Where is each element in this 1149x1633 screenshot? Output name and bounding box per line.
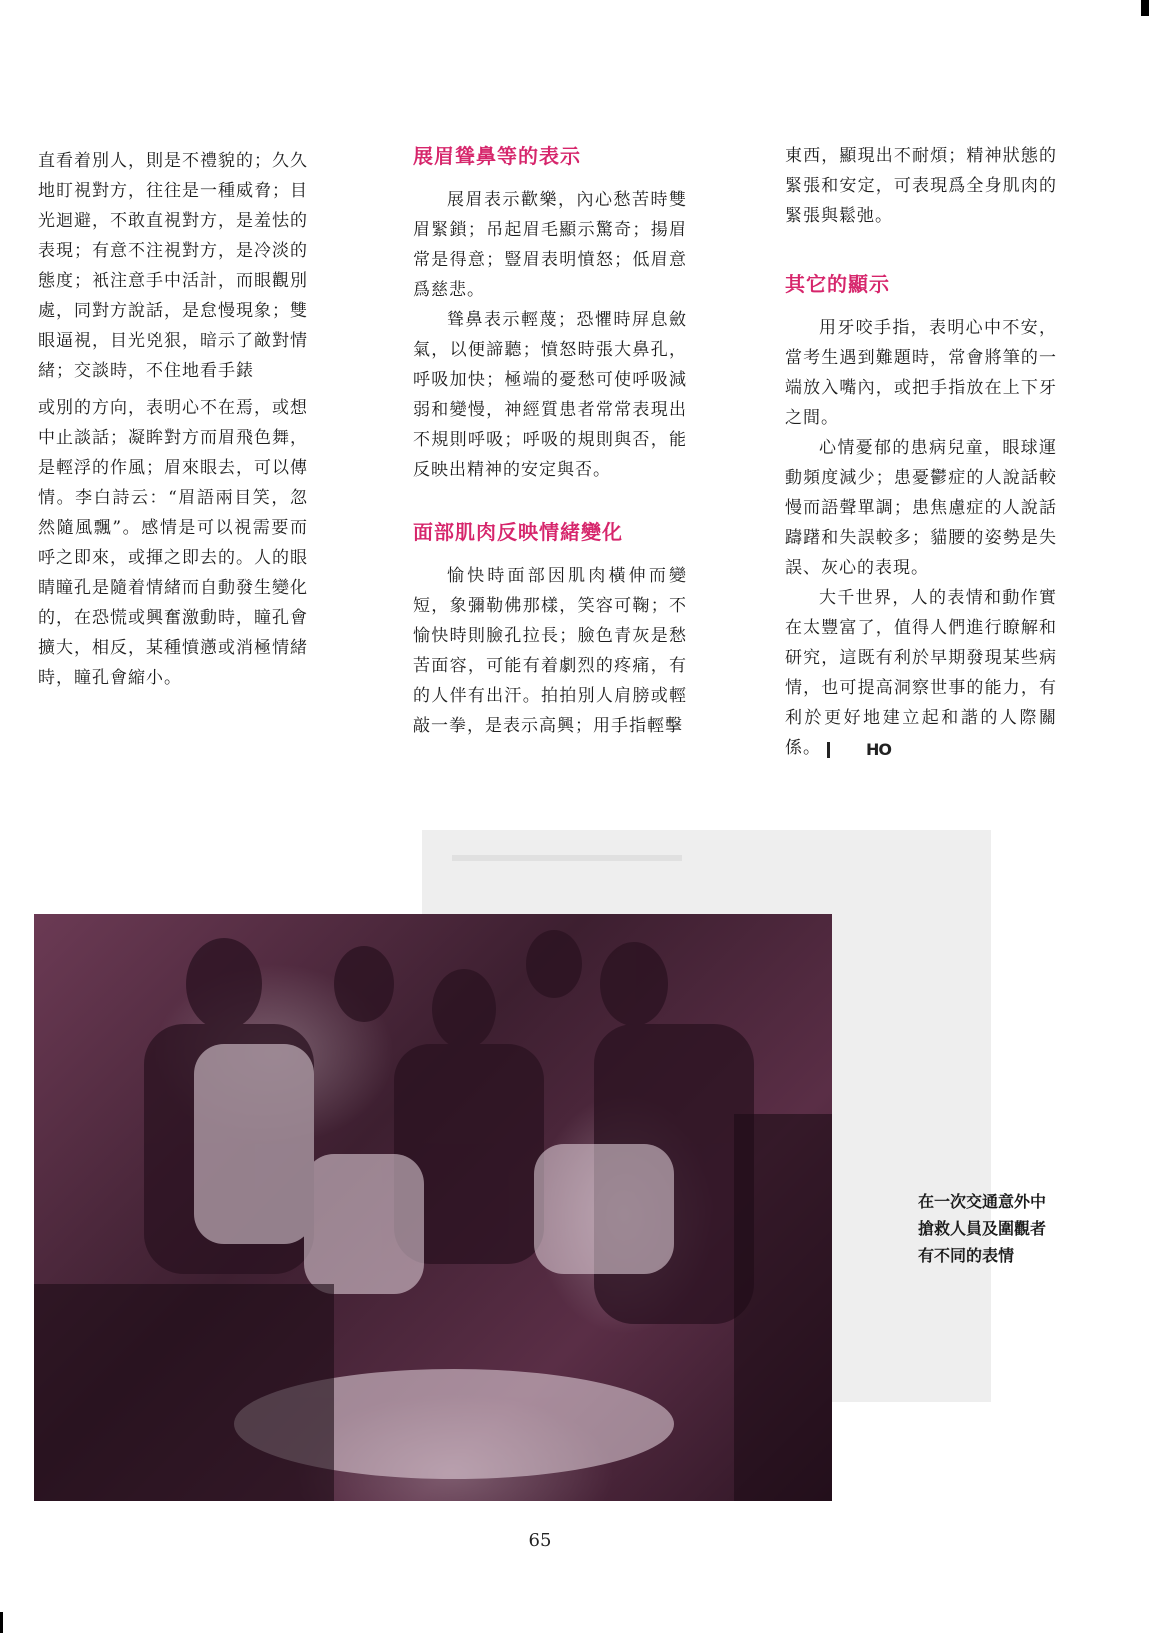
col3-paragraph-3 [785, 583, 1057, 763]
col2-paragraph-3: 愉快時面部因肌肉橫伸而變短，象彌勒佛那樣，笑容可鞠；不愉快時則臉孔拉長；臉色青灰是愁苦面容，可能有着劇烈的疼痛，有的人伴有出汗。拍拍別人肩膀或輕敲一拳，是表示高興；用手指輕擊 [413, 566, 687, 736]
col2-paragraph-2: 聳鼻表示輕蔑；恐懼時屏息斂氣，以便諦聽；憤怒時張大鼻孔，呼吸加快；極端的憂愁可使呼吸減弱和變慢，神經質患者常常表現出不規則呼吸；呼吸的規則與否，能反映出精神的安定與否。 [413, 310, 687, 480]
scan-edge-mark [1141, 0, 1149, 16]
caption-line-1: 在一次交通意外中 [918, 1192, 1047, 1211]
col3-paragraph-1: 用牙咬手指，表明心中不安，當考生遇到難題時，常會將筆的一端放入嘴內，或把手指放在上下牙之間。 [785, 318, 1057, 428]
section-heading-eyebrow-nose: 展眉聳鼻等的表示 [413, 144, 581, 168]
column-2 [413, 143, 687, 741]
accident-rescue-photo [34, 914, 832, 1501]
photo-caption [918, 1188, 1118, 1269]
col1-paragraph-2: 或別的方向，表明心不在焉，或想中止談話；凝眸對方而眉飛色舞，是輕浮的作風；眉來眼去，可以傳情。李白詩云：“眉語兩目笑，忽然隨風飄”。感情是可以視需要而呼之即來，或揮之即去的。人的眼睛瞳孔是隨着情緒而自動發生變化的，在恐慌或興奮激動時，瞳孔會擴大，相反，某種憤懣或消極情緒時，瞳孔會縮小。 [38, 398, 308, 688]
col3-paragraph-3-text: 大千世界，人的表情和動作實在太豐富了，值得人們進行瞭解和研究，這既有利於早期發現某些病情，也可提高洞察世事的能力，有利於更好地建立起和諧的人際關係。 [785, 588, 1057, 758]
section-heading-facial-muscles: 面部肌肉反映情緒變化 [413, 520, 623, 544]
scan-edge-mark-bottom [0, 1612, 3, 1633]
caption-line-3: 有不同的表情 [918, 1246, 1015, 1265]
column-1 [38, 146, 308, 693]
column-3 [785, 141, 1057, 763]
col3-paragraph-2: 心情憂郁的患病兒童，眼球運動頻度減少；患憂鬱症的人說話較慢而語聲單調；患焦慮症的人說話躊躇和失誤較多；貓腰的姿勢是失誤、灰心的表現。 [785, 438, 1057, 578]
col3-intro-paragraph: 東西，顯現出不耐煩；精神狀態的緊張和安定，可表現爲全身肌肉的緊張與鬆弛。 [785, 146, 1057, 226]
section-heading-other-signs: 其它的顯示 [785, 272, 890, 296]
photo-silhouettes [34, 914, 832, 1501]
end-mark-logo: HO [827, 742, 891, 758]
col1-paragraph-1: 直看着別人，則是不禮貌的；久久地盯視對方，往往是一種威脅；目光迴避，不敢直視對方，是羞怯的表現；有意不注視對方，是冷淡的態度；衹注意手中活計，而眼觀別處，同對方說話，是怠慢現象；雙眼逼視，目光兇狠，暗示了敵對情緒；交談時，不住地看手錶 [38, 151, 308, 381]
panel-strip [452, 855, 682, 861]
page-number: 65 [528, 1530, 552, 1551]
caption-line-2: 搶救人員及圍觀者 [918, 1219, 1047, 1238]
col2-paragraph-1: 展眉表示歡樂，內心愁苦時雙眉緊鎖；吊起眉毛顯示驚奇；揚眉常是得意；豎眉表明憤怒；低眉意爲慈悲。 [413, 190, 687, 300]
